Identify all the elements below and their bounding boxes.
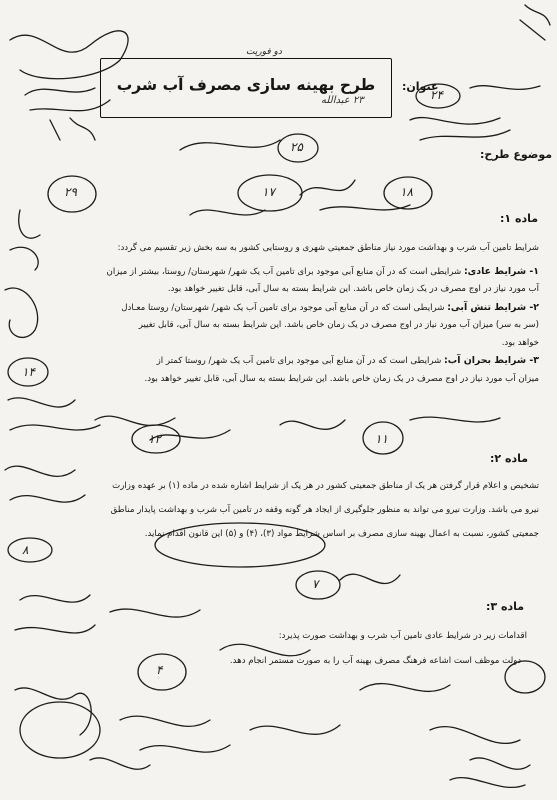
circled-number-29: ۲۹ <box>64 185 77 199</box>
condition-2-line-1: شرایطی است که در آن منابع آبی موجود برای تامین آب یک شهر/ شهرستان/ روستا معـادل <box>121 302 445 313</box>
circled-number-12: ۱۲ <box>148 432 161 446</box>
article-2-label: ماده ۲: <box>490 452 529 465</box>
circled-number-11: ۱۱ <box>375 432 388 446</box>
condition-3-line-2: میزان آب مورد نیاز در اوج مصرف در یک زمان خاص باشد. این شرایط بسته به سال آبی، قابل تغییر خواهد بود. <box>144 373 539 384</box>
circled-number-4: ۴ <box>156 663 163 677</box>
circled-number-18: ۱۸ <box>400 185 413 199</box>
condition-2-line-2: (سر به سر) میزان آب مورد نیاز در اوج مصرف در یک زمان خاص باشد. این شرایط بسته به سال آبی، قابل تغییر <box>138 320 539 330</box>
condition-3-heading: ۳- شرایط بحران آب: <box>444 355 539 366</box>
topic-label: موضوع طرح: <box>480 148 553 161</box>
condition-2-heading: ۲- شرایط تنش آبی: <box>447 301 539 313</box>
article-2-line-2: نیرو می باشد. وزارت نیرو می تواند به منظور جلوگیری از ایجاد هر گونه وقفه در تامین آب شرب و بهداشت پایدار مناطق <box>110 505 539 515</box>
article-3-line-2: - دولت موظف است اشاعه فرهنگ مصرف بهینه آب را به صورت مستمر انجام دهد. <box>229 656 527 666</box>
condition-3-line-1: شرایطی است که در آن منابع آبی موجود برای تامین آب یک شهر/ روستا کمتر از <box>156 356 442 366</box>
condition-1-line-2: آب مورد نیاز در اوج مصرف در یک زمان خاص باشد. این شرایط بسته به سال آبی، قابل تغییر خواهد بود. <box>167 284 539 294</box>
article-1-body <box>19 240 539 388</box>
article-1-intro: شرایط تامین آب شرب و بهداشت مورد نیاز مناطق جمعیتی شهری و روستایی کشور به سه بخش زیر تقسیم می گردد: <box>117 243 539 253</box>
condition-1-heading: ۱- شرایط عادی: <box>463 265 539 277</box>
condition-2-line-3: خواهد بود. <box>501 337 539 348</box>
title-handwritten-note: دو فوریت <box>246 47 282 57</box>
circled-number-7: ۷ <box>312 577 319 591</box>
circled-number-14: ۱۴ <box>22 365 35 379</box>
article-3-line-1: اقدامات زیر در شرایط عادی تامین آب شرب و بهداشت صورت پذیرد: <box>278 631 527 641</box>
subject-label: عنوان: <box>402 80 439 93</box>
circled-number-17: ۱۷ <box>262 185 275 199</box>
circled-number-25: ۲۵ <box>290 140 303 154</box>
article-2-body <box>19 474 539 546</box>
article-1-label: ماده ۱: <box>500 212 539 225</box>
circled-number-8: ۸ <box>22 543 29 557</box>
title-box <box>100 47 392 118</box>
document-title: طرح بهینه سازی مصرف آب شرب <box>116 76 376 94</box>
condition-1-line-1: شرایطی است که در آن منابع آبی موجود برای تامین آب یک شهر/ شهرستان/ روستا، بیشتر از میزان <box>106 266 462 277</box>
article-3-label: ماده ۳: <box>486 600 525 613</box>
article-3-body <box>27 624 527 674</box>
article-2-line-3: جمعیتی کشور، نسبت به اعمال بهینه سازی مصرف بر اساس شرایط مواد (۳)، (۴) و (۵) این قانون اقدام نماید. <box>144 529 539 539</box>
circled-number-24: ۲۴ <box>430 88 443 102</box>
article-2-line-1: تشخیص و اعلام قرار گرفتن هر یک از مناطق جمعیتی کشور در هر یک از شرایط اشاره شده در ماده (۱) بر عهده وزارت <box>112 481 539 491</box>
title-date-note: ۲۳ عبدالله <box>321 95 364 106</box>
